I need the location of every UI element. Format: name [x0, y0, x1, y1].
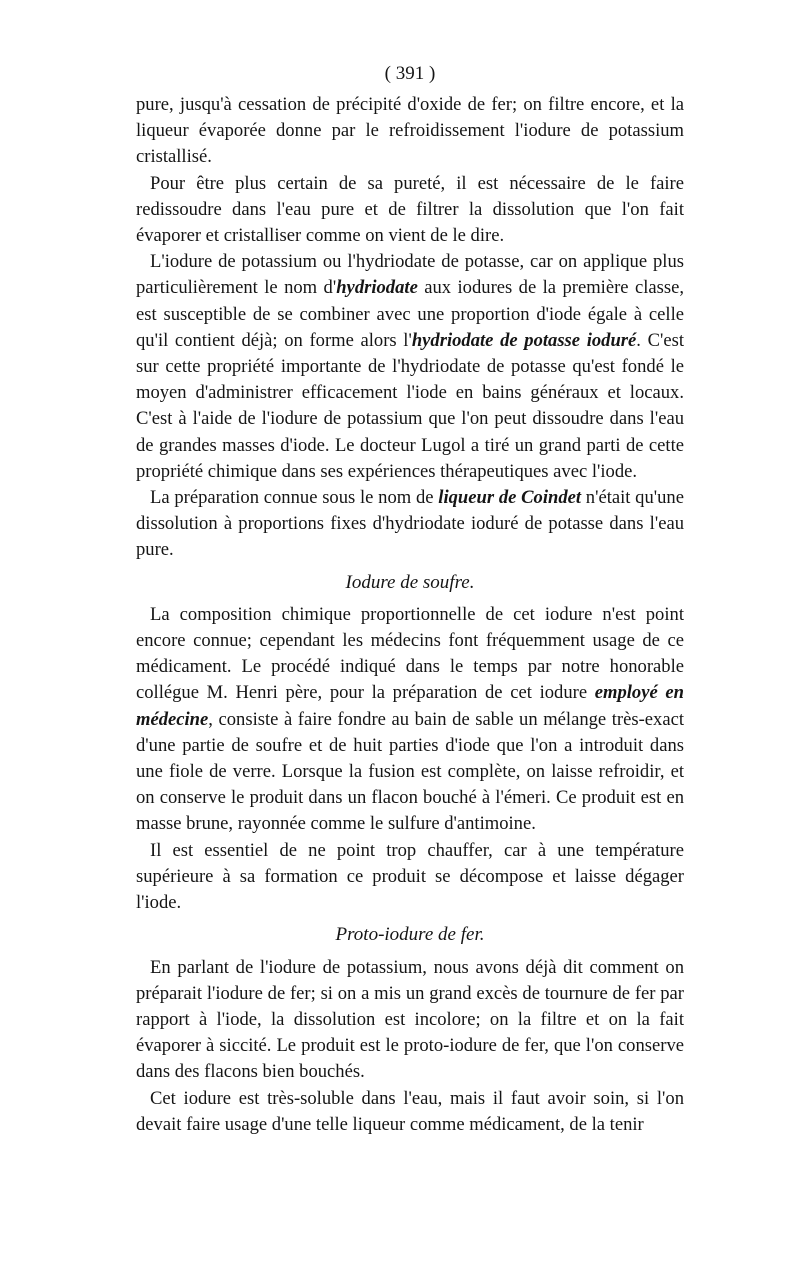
paragraph-6: Il est essentiel de ne point trop chauffer, car à une température supérieure à sa formation ce produit se décompose et laisse dégager l'iode. [136, 839, 684, 914]
paragraph-2: Pour être plus certain de sa pureté, il est nécessaire de le faire redissoudre dans l'eau pure et de filtrer la dissolution que l'on fait évaporer et cristalliser comme on vient de le dire. [136, 172, 684, 247]
paragraph-5-text-b: , consiste à faire fondre au bain de sable un mélange très-exact d'une partie de soufre et de huit parties d'iode que l'on a introduit dans une fiole de verre. Lorsque la fusion est complète, on laisse refroidir, et on conserve le produit dans un flacon bouché à l'émeri. Ce produit est en masse brune, rayonnée comme le sulfure d'antimoine. [136, 708, 684, 835]
paragraph-4-text-b: n'était qu'une dissolution à proportions fixes d'hydriodate ioduré de potasse dans l'eau pure. [136, 487, 684, 561]
paragraph-7: En parlant de l'iodure de potassium, nous avons déjà dit comment on préparait l'iodure de fer; si on a mis un grand excès de tournure de fer par rapport à l'iode, la dissolution est incolore; on la filtre et on la fait évaporer à siccité. Le produit est le proto-iodure de fer, que l'on conserve dans des flacons bien bouchés. [136, 956, 684, 1083]
paragraph-3-text-a: L'iodure de potassium ou l'hydriodate de potasse, car on applique plus particulièrement le nom d' [136, 251, 684, 299]
page [136, 62, 684, 1138]
body-text [136, 92, 684, 1138]
paragraph-3-text-b: aux iodures de la première classe, est susceptible de se combiner avec une proportion d'iode égale à celle qu'il contient déjà; on forme alors l' [136, 277, 684, 351]
paragraph-1: pure, jusqu'à cessation de précipité d'oxide de fer; on filtre encore, et la liqueur évaporée donne par le refroidissement l'iodure de potassium cristallisé. [136, 94, 684, 168]
term-hydriodate: hydriodate [336, 277, 418, 299]
term-hydriodate-de-potasse-iodure: hydriodate de potasse ioduré [411, 329, 637, 351]
section-heading-proto-iodure-de-fer: Proto-iodure de fer. [335, 924, 485, 946]
term-liqueur-de-coindet: liqueur de Coindet [438, 487, 582, 509]
paragraph-4-text-a: La préparation connue sous le nom de [150, 487, 439, 509]
paragraph-5 [136, 602, 684, 838]
paragraph-3-text-c: . C'est sur cette propriété importante de l'hydriodate de potasse qu'est fondé le moyen d'administrer efficacement l'iode en bains généraux et locaux. C'est à l'aide de l'iodure de potassium que l'on peut dissoudre dans l'eau de grandes masses d'iode. Le docteur Lugol a tiré un grand parti de cette propriété chimique dans ses expériences thérapeutiques avec l'iode. [136, 329, 684, 482]
paragraph-4 [136, 485, 684, 564]
term-employe-en-medecine: employé en médecine [136, 682, 684, 730]
paragraph-8: Cet iodure est très-soluble dans l'eau, mais il faut avoir soin, si l'on devait faire usage d'une telle liqueur comme médicament, de la tenir [136, 1087, 684, 1135]
paragraph-5-text-a: La composition chimique proportionnelle de cet iodure n'est point encore connue; cependant les médecins font fréquemment usage de ce médicament. Le procédé indiqué dans le temps par notre honorable collégue M. Henri père, pour la préparation de cet iodure [136, 603, 684, 704]
section-heading-iodure-de-soufre: Iodure de soufre. [345, 571, 475, 593]
page-number: ( 391 ) [384, 63, 436, 84]
paragraph-3 [136, 249, 684, 485]
